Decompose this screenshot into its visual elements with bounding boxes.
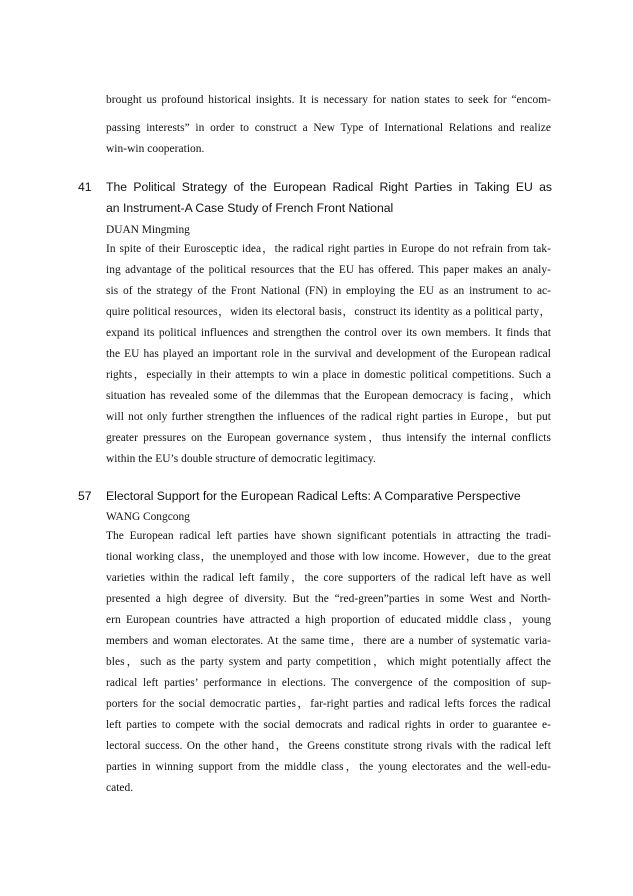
entry-title: an Instrument-A Case Study of French Front National: [106, 201, 394, 215]
entry-title: The Political Strategy of the European Radical Right Parties in Taking EU as: [106, 180, 552, 194]
author-name: WANG Congcong: [106, 511, 190, 523]
abstract-line: rights，especially in their attempts to win a place in domestic political competitions. Such a: [106, 369, 551, 381]
abstract-line: members and woman electorates. At the same time，there are a number of systematic varia-: [106, 635, 551, 647]
abstract-line: quire political resources，widen its electoral basis，construct its identity as a political party，: [106, 306, 551, 318]
abstract-line: greater pressures on the European governance system，thus intensify the internal conflicts: [106, 432, 551, 444]
paragraph-line: win-win cooperation.: [106, 143, 205, 155]
abstract-line: situation has revealed some of the dilemmas that the European democracy is facing，which: [106, 390, 551, 402]
abstract-line: In spite of their Eurosceptic idea，the radical right parties in Europe do not refrain from tak-: [106, 243, 551, 255]
abstract-line: left parties to compete with the social democrats and radical rights in order to guarantee e-: [106, 719, 551, 731]
abstract-line: bles，such as the party system and party competition，which might potentially affect the: [106, 656, 551, 668]
abstract-line: parties in winning support from the middle class，the young electorates and the well-edu-: [106, 761, 551, 773]
abstract-line: sis of the strategy of the Front National (FN) in employing the EU as an instrument to ac-: [106, 285, 551, 297]
page-number: 57: [78, 489, 92, 503]
entry-title: Electoral Support for the European Radical Lefts: A Comparative Perspective: [106, 489, 521, 503]
abstract-line: within the EU’s double structure of democratic legitimacy.: [106, 453, 376, 465]
page-number: 41: [78, 180, 92, 194]
abstract-line: expand its political influences and strengthen the control over its own members. It finds that: [106, 327, 551, 339]
paragraph-line: brought us profound historical insights. It is necessary for nation states to seek for “encom-: [106, 94, 551, 106]
abstract-line: presented a high degree of diversity. But the “red-green”parties in some West and North-: [106, 593, 551, 605]
abstract-line: the EU has played an important role in the survival and development of the European radical: [106, 348, 551, 360]
abstract-line: will not only further strengthen the influences of the radical right parties in Europe，but put: [106, 411, 551, 423]
abstract-line: The European radical left parties have shown significant potentials in attracting the tradi-: [106, 530, 551, 542]
abstract-line: ern European countries have attracted a high proportion of educated middle class，young: [106, 614, 551, 626]
abstract-line: cated.: [106, 782, 134, 794]
abstract-line: ing advantage of the political resources that the EU has offered. This paper makes an analy-: [106, 264, 551, 276]
abstract-line: radical left parties’ performance in elections. The convergence of the composition of sup-: [106, 677, 551, 689]
paragraph-line: passing interests” in order to construct a New Type of International Relations and realize: [106, 122, 551, 134]
abstract-line: varieties within the radical left family，the core supporters of the radical left have as well: [106, 572, 551, 584]
author-name: DUAN Mingming: [106, 224, 190, 236]
abstract-line: tional working class，the unemployed and those with low income. However，due to the great: [106, 551, 551, 563]
abstract-line: lectoral success. On the other hand，the Greens constitute strong rivals with the radical left: [106, 740, 551, 752]
abstract-line: porters for the social democratic parties，far-right parties and radical lefts forces the radical: [106, 698, 551, 710]
